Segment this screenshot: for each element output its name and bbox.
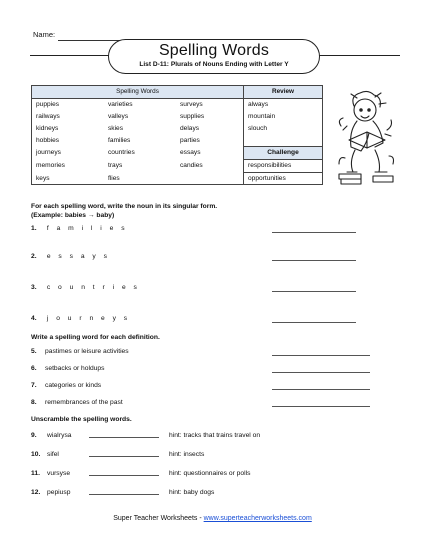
definition-text: pastimes or leisure activities xyxy=(45,348,129,355)
challenge-header: Challenge xyxy=(244,146,323,159)
question-word: e s s a y s xyxy=(46,253,110,260)
section1-instructions xyxy=(31,203,217,220)
challenge-word-cell: opportunities xyxy=(244,172,323,185)
word-cell: essays xyxy=(180,149,201,157)
scrambled-word: vursyse xyxy=(47,470,71,477)
question-number: 1. xyxy=(31,225,37,232)
definition-text: setbacks or holdups xyxy=(45,365,105,372)
definition-text: remembrances of the past xyxy=(45,399,123,406)
spelling-words-header: Spelling Words xyxy=(32,86,244,99)
reading-child-illustration xyxy=(335,90,397,186)
answer-line-5[interactable] xyxy=(272,355,370,356)
question-7 xyxy=(31,382,101,389)
question-1 xyxy=(31,225,128,232)
scrambled-word: sifel xyxy=(47,451,59,458)
question-number: 3. xyxy=(31,284,37,291)
word-cell: candies xyxy=(180,162,203,170)
review-word-cell: slouch xyxy=(244,122,323,134)
word-cell: skies xyxy=(108,124,124,132)
answer-line-4[interactable] xyxy=(272,322,356,323)
review-word-cell: always xyxy=(244,98,323,110)
word-cell: memories xyxy=(32,159,105,172)
word-cell: countries xyxy=(108,149,135,157)
question-8 xyxy=(31,399,123,406)
question-word: c o u n t r i e s xyxy=(46,284,140,291)
word-cell: supplies xyxy=(180,112,205,120)
word-cell: journeys xyxy=(32,146,105,159)
hint-text: hint: tracks that trains travel on xyxy=(169,432,261,439)
hint-text: hint: baby dogs xyxy=(169,489,215,496)
question-5 xyxy=(31,348,129,355)
question-number: 11. xyxy=(31,470,40,477)
question-word: j o u r n e y s xyxy=(46,315,131,322)
hint-text: hint: insects xyxy=(169,451,205,458)
footer-text: Super Teacher Worksheets - xyxy=(113,515,204,522)
answer-line-12[interactable] xyxy=(89,494,159,495)
answer-line-6[interactable] xyxy=(272,372,370,373)
scrambled-word: wiaIrysa xyxy=(47,432,72,439)
word-cell: families xyxy=(108,136,131,144)
page-title: Spelling Words xyxy=(158,42,270,59)
review-blank-cell xyxy=(244,134,323,146)
word-table xyxy=(31,85,323,185)
review-header: Review xyxy=(244,86,323,99)
hint-text: hint: questionnaires or polls xyxy=(169,470,251,477)
answer-line-8[interactable] xyxy=(272,406,370,407)
question-number: 5. xyxy=(31,348,37,355)
word-cell: surveys xyxy=(180,101,203,109)
question-number: 9. xyxy=(31,432,37,439)
name-label: Name: xyxy=(33,30,56,39)
word-cell: flies xyxy=(104,172,176,185)
page-subtitle: List D-11: Plurals of Nouns Ending with Letter Y xyxy=(139,61,289,68)
question-4 xyxy=(31,315,130,322)
word-cell: valleys xyxy=(108,112,129,120)
question-number: 2. xyxy=(31,253,37,260)
title-box xyxy=(108,39,320,74)
word-cell: varieties xyxy=(108,101,133,109)
section1-instruction-line2: (Example: babies → baby) xyxy=(31,211,115,219)
section1-instruction-line1: For each spelling word, write the noun in its singular form. xyxy=(31,203,218,210)
scrambled-word: pepiusp xyxy=(47,489,71,496)
footer-link[interactable]: www.superteacherworksheets.com xyxy=(203,515,312,522)
question-number: 4. xyxy=(31,315,37,322)
question-word: f a m i l i e s xyxy=(46,225,128,232)
question-number: 8. xyxy=(31,399,37,406)
word-cell: hobbies xyxy=(32,134,105,146)
section3-instruction: Unscramble the spelling words. xyxy=(31,416,132,423)
question-9 xyxy=(31,432,260,439)
word-cell: parties xyxy=(180,136,200,144)
question-11 xyxy=(31,470,250,477)
answer-line-9[interactable] xyxy=(89,437,159,438)
answer-line-10[interactable] xyxy=(89,456,159,457)
answer-line-7[interactable] xyxy=(272,389,370,390)
section2-instruction: Write a spelling word for each definition. xyxy=(31,334,160,341)
definition-text: categories or kinds xyxy=(45,382,102,389)
question-3 xyxy=(31,284,140,291)
word-cell xyxy=(176,172,244,185)
question-number: 6. xyxy=(31,365,37,372)
answer-line-11[interactable] xyxy=(89,475,159,476)
word-cell: trays xyxy=(108,162,123,170)
word-cell: delays xyxy=(180,124,200,132)
word-cell: railways xyxy=(32,111,105,123)
answer-line-3[interactable] xyxy=(272,291,356,292)
question-number: 10. xyxy=(31,451,41,458)
question-number: 12. xyxy=(31,489,41,496)
question-2 xyxy=(31,253,110,260)
review-word-cell: mountain xyxy=(244,111,323,123)
footer xyxy=(0,515,425,522)
word-cell: kidneys xyxy=(32,122,105,134)
answer-line-1[interactable] xyxy=(272,232,356,233)
question-number: 7. xyxy=(31,382,37,389)
question-10 xyxy=(31,451,204,458)
word-cell: puppies xyxy=(32,98,105,110)
word-cell: keys xyxy=(32,172,105,185)
question-6 xyxy=(31,365,104,372)
answer-line-2[interactable] xyxy=(272,260,356,261)
challenge-word-cell: responsibilities xyxy=(244,159,323,172)
question-12 xyxy=(31,489,214,496)
